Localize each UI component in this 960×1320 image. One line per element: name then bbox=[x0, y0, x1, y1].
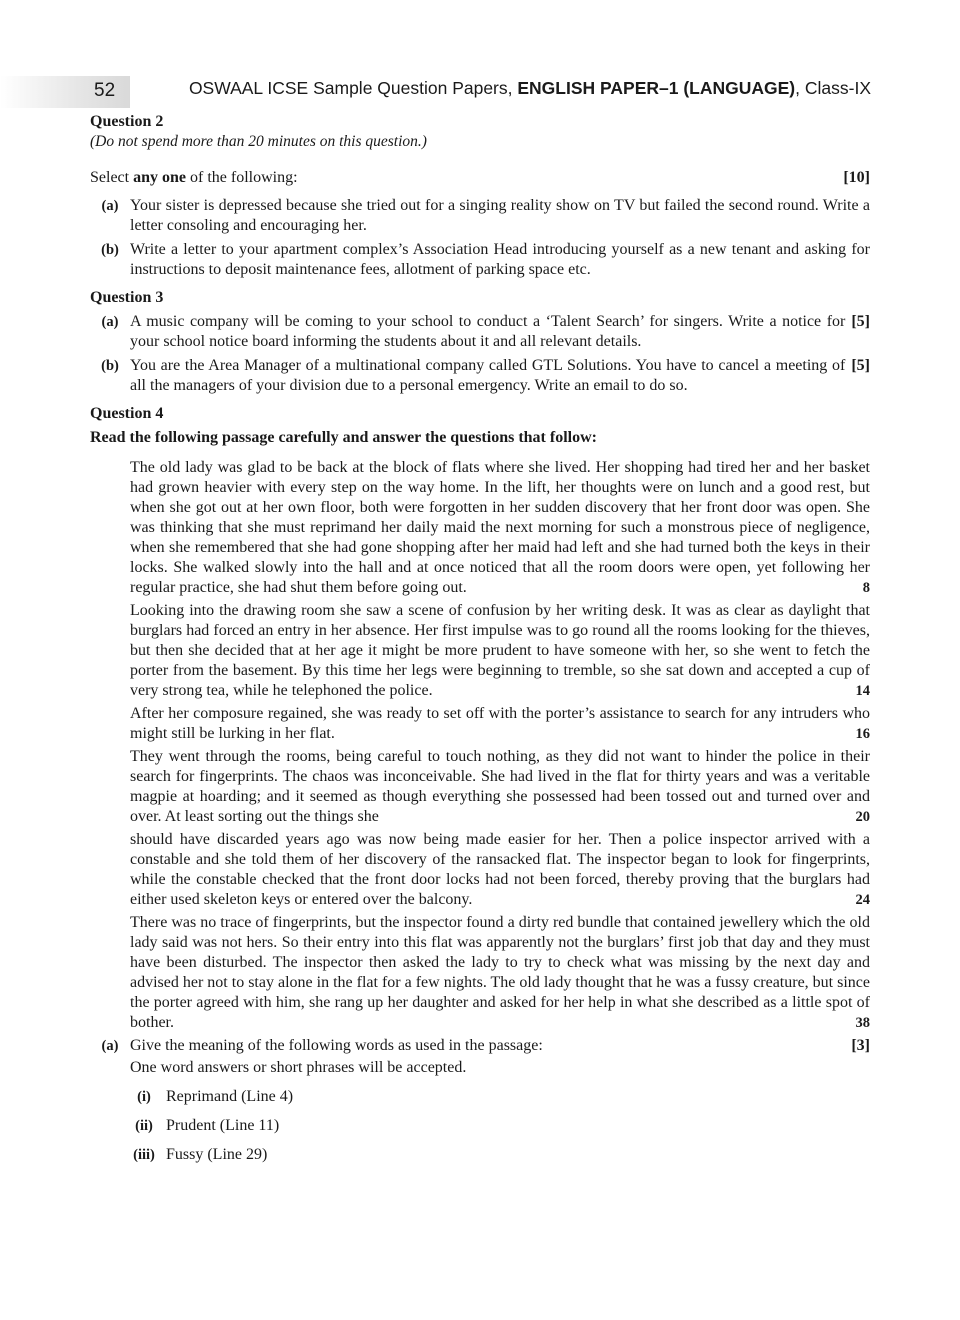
subitem-text: Reprimand (Line 4) bbox=[166, 1088, 294, 1105]
item-label: (a) bbox=[101, 198, 119, 214]
item-label: (b) bbox=[101, 242, 119, 258]
passage-paragraph bbox=[130, 601, 870, 701]
item-body: You are the Area Manager of a multinational company called GTL Solutions. You have to cancel a meeting of all the managers of your division due to a personal emergency. Write an email to do so. bbox=[130, 357, 846, 394]
q2-heading: Question 2 bbox=[90, 113, 164, 130]
paragraph-text: should have discarded years ago was now being made easier for her. Then a police inspector arrived with a constable and she told them of her discovery of the ransacked flat. The inspector began to look for fingerprints, while the constable checked that the front door locks had not been forced, thereby proving that the burglars had either used skeleton keys or entered over the balcony. bbox=[130, 831, 870, 908]
q4-instruction: Read the following passage carefully and answer the questions that follow: bbox=[90, 429, 597, 446]
passage-paragraph bbox=[130, 747, 870, 827]
item-body: Give the meaning of the following words as used in the passage: bbox=[130, 1037, 543, 1054]
item-text: Write a letter to your apartment complex’s Association Head introducing yourself as a new tenant and asking for instructions to deposit maintenance fees, allotment of parking space etc. bbox=[130, 241, 870, 278]
passage-paragraph bbox=[130, 913, 870, 1033]
subitem bbox=[122, 1145, 870, 1165]
paragraph-text: There was no trace of fingerprints, but the inspector found a dirty red bundle that contained jewellery which the old lady said was not hers. So their entry into this flat was apparently not the burglars’ first job that day and they must have been disturbed. The inspector then asked the lady to try to check what was missing by the next day and advised her not to stay alone in the flat for a few nights. The old lady thought that he was a fussy creature, but since the porter agreed with him, she rang up her daughter and asked for her help in what she described as a little spot of bother. bbox=[130, 914, 870, 1031]
subitem-label: (iii) bbox=[133, 1147, 155, 1163]
passage-paragraph bbox=[130, 830, 870, 910]
line-number: 14 bbox=[855, 683, 870, 699]
line-number: 20 bbox=[855, 809, 870, 825]
q3-item-b bbox=[90, 356, 870, 396]
header-title-suffix: , Class-IX bbox=[795, 78, 871, 98]
header-title-bold: ENGLISH PAPER–1 (LANGUAGE) bbox=[517, 78, 796, 98]
item-label: (a) bbox=[101, 1038, 119, 1054]
subitem-label: (i) bbox=[137, 1089, 151, 1105]
item-text bbox=[130, 356, 870, 396]
page-content bbox=[90, 112, 870, 1165]
q2-instruction bbox=[90, 168, 298, 188]
item-text bbox=[130, 1036, 870, 1056]
running-header bbox=[176, 78, 871, 99]
item-text: Your sister is depressed because she tried out for a singing reality show on TV but failed the second round. Write a letter consoling and encouraging her. bbox=[130, 197, 870, 234]
q2-instruction-row bbox=[90, 168, 870, 188]
paragraph-text: Looking into the drawing room she saw a scene of confusion by her writing desk. It was as clear as daylight that burglars had forced an entry in her absence. Her first impulse was to go round all the rooms looking for the thieves, but then she decided that at her age it might be more prudent to have someone with her, so she went to fetch the porter from the basement. By this time her legs were beginning to tremble, so she sat down and accepted a cup of very strong tea, while he telephoned the police. bbox=[130, 602, 870, 699]
line-number: 24 bbox=[855, 892, 870, 908]
q2-item-a bbox=[90, 196, 870, 236]
q4-part-a bbox=[90, 1036, 870, 1056]
passage-paragraph bbox=[130, 704, 870, 744]
q3-heading: Question 3 bbox=[90, 289, 164, 306]
passage-paragraph bbox=[130, 458, 870, 598]
line-number: 8 bbox=[862, 580, 870, 596]
item-marks: [3] bbox=[851, 1037, 870, 1054]
paragraph-text: They went through the rooms, being careful to touch nothing, as they did not want to hinder the police in their search for fingerprints. The chaos was inconceivable. She had lived in the flat for thirty years and was a veritable magpie at hoarding; and it seemed as though everything she possessed had been tossed out and turned over and over. At least sorting out the things she bbox=[130, 748, 870, 825]
subitem-text: Prudent (Line 11) bbox=[166, 1117, 280, 1134]
item-label: (b) bbox=[101, 358, 119, 374]
paragraph-text: After her composure regained, she was ready to set off with the porter’s assistance to search for any intruders who might still be lurking in her flat. bbox=[130, 705, 870, 742]
q4-part-a-note: One word answers or short phrases will be accepted. bbox=[130, 1059, 467, 1076]
paragraph-text: The old lady was glad to be back at the block of flats where she lived. Her shopping had tired her and her basket had grown heavier with every step on the way home. In the lift, her thoughts were on lunch and a good rest, but when she got out at her own floor, both were forgotten in her sudden discovery that her front door was open. She was thinking that she must reprimand her daily maid the next morning for such a monstrous piece of negligence, when she remembered that she had gone shopping after her maid had left and she had turned both the keys in their locks. She walked slowly into the hall and at once noticed that all the room doors were open, yet following her regular practice, she had shut them before going out. bbox=[130, 459, 870, 596]
subitem bbox=[122, 1116, 870, 1136]
q2-instruction-pre: Select bbox=[90, 169, 134, 186]
q2-item-b bbox=[90, 240, 870, 280]
subitem bbox=[122, 1087, 870, 1107]
item-body: A music company will be coming to your school to conduct a ‘Talent Search’ for singers. Write a notice for your school notice board informing the students about it and all relevant details. bbox=[130, 313, 846, 350]
header-title-prefix: OSWAAL ICSE Sample Question Papers, bbox=[188, 78, 518, 98]
q2-note: (Do not spend more than 20 minutes on this question.) bbox=[90, 133, 427, 150]
item-label: (a) bbox=[101, 314, 119, 330]
line-number: 16 bbox=[855, 726, 870, 742]
q3-item-a bbox=[90, 312, 870, 352]
item-marks: [5] bbox=[851, 313, 870, 330]
page-number: 52 bbox=[94, 80, 116, 101]
q4-heading: Question 4 bbox=[90, 405, 164, 422]
q2-instruction-bold: any one bbox=[133, 169, 186, 186]
item-marks: [5] bbox=[851, 357, 870, 374]
subitem-label: (ii) bbox=[135, 1118, 153, 1134]
item-text bbox=[130, 312, 870, 352]
line-number: 38 bbox=[855, 1015, 870, 1031]
q2-marks: [10] bbox=[843, 169, 870, 186]
q2-instruction-post: of the following: bbox=[186, 169, 298, 186]
subitem-text: Fussy (Line 29) bbox=[166, 1146, 268, 1163]
